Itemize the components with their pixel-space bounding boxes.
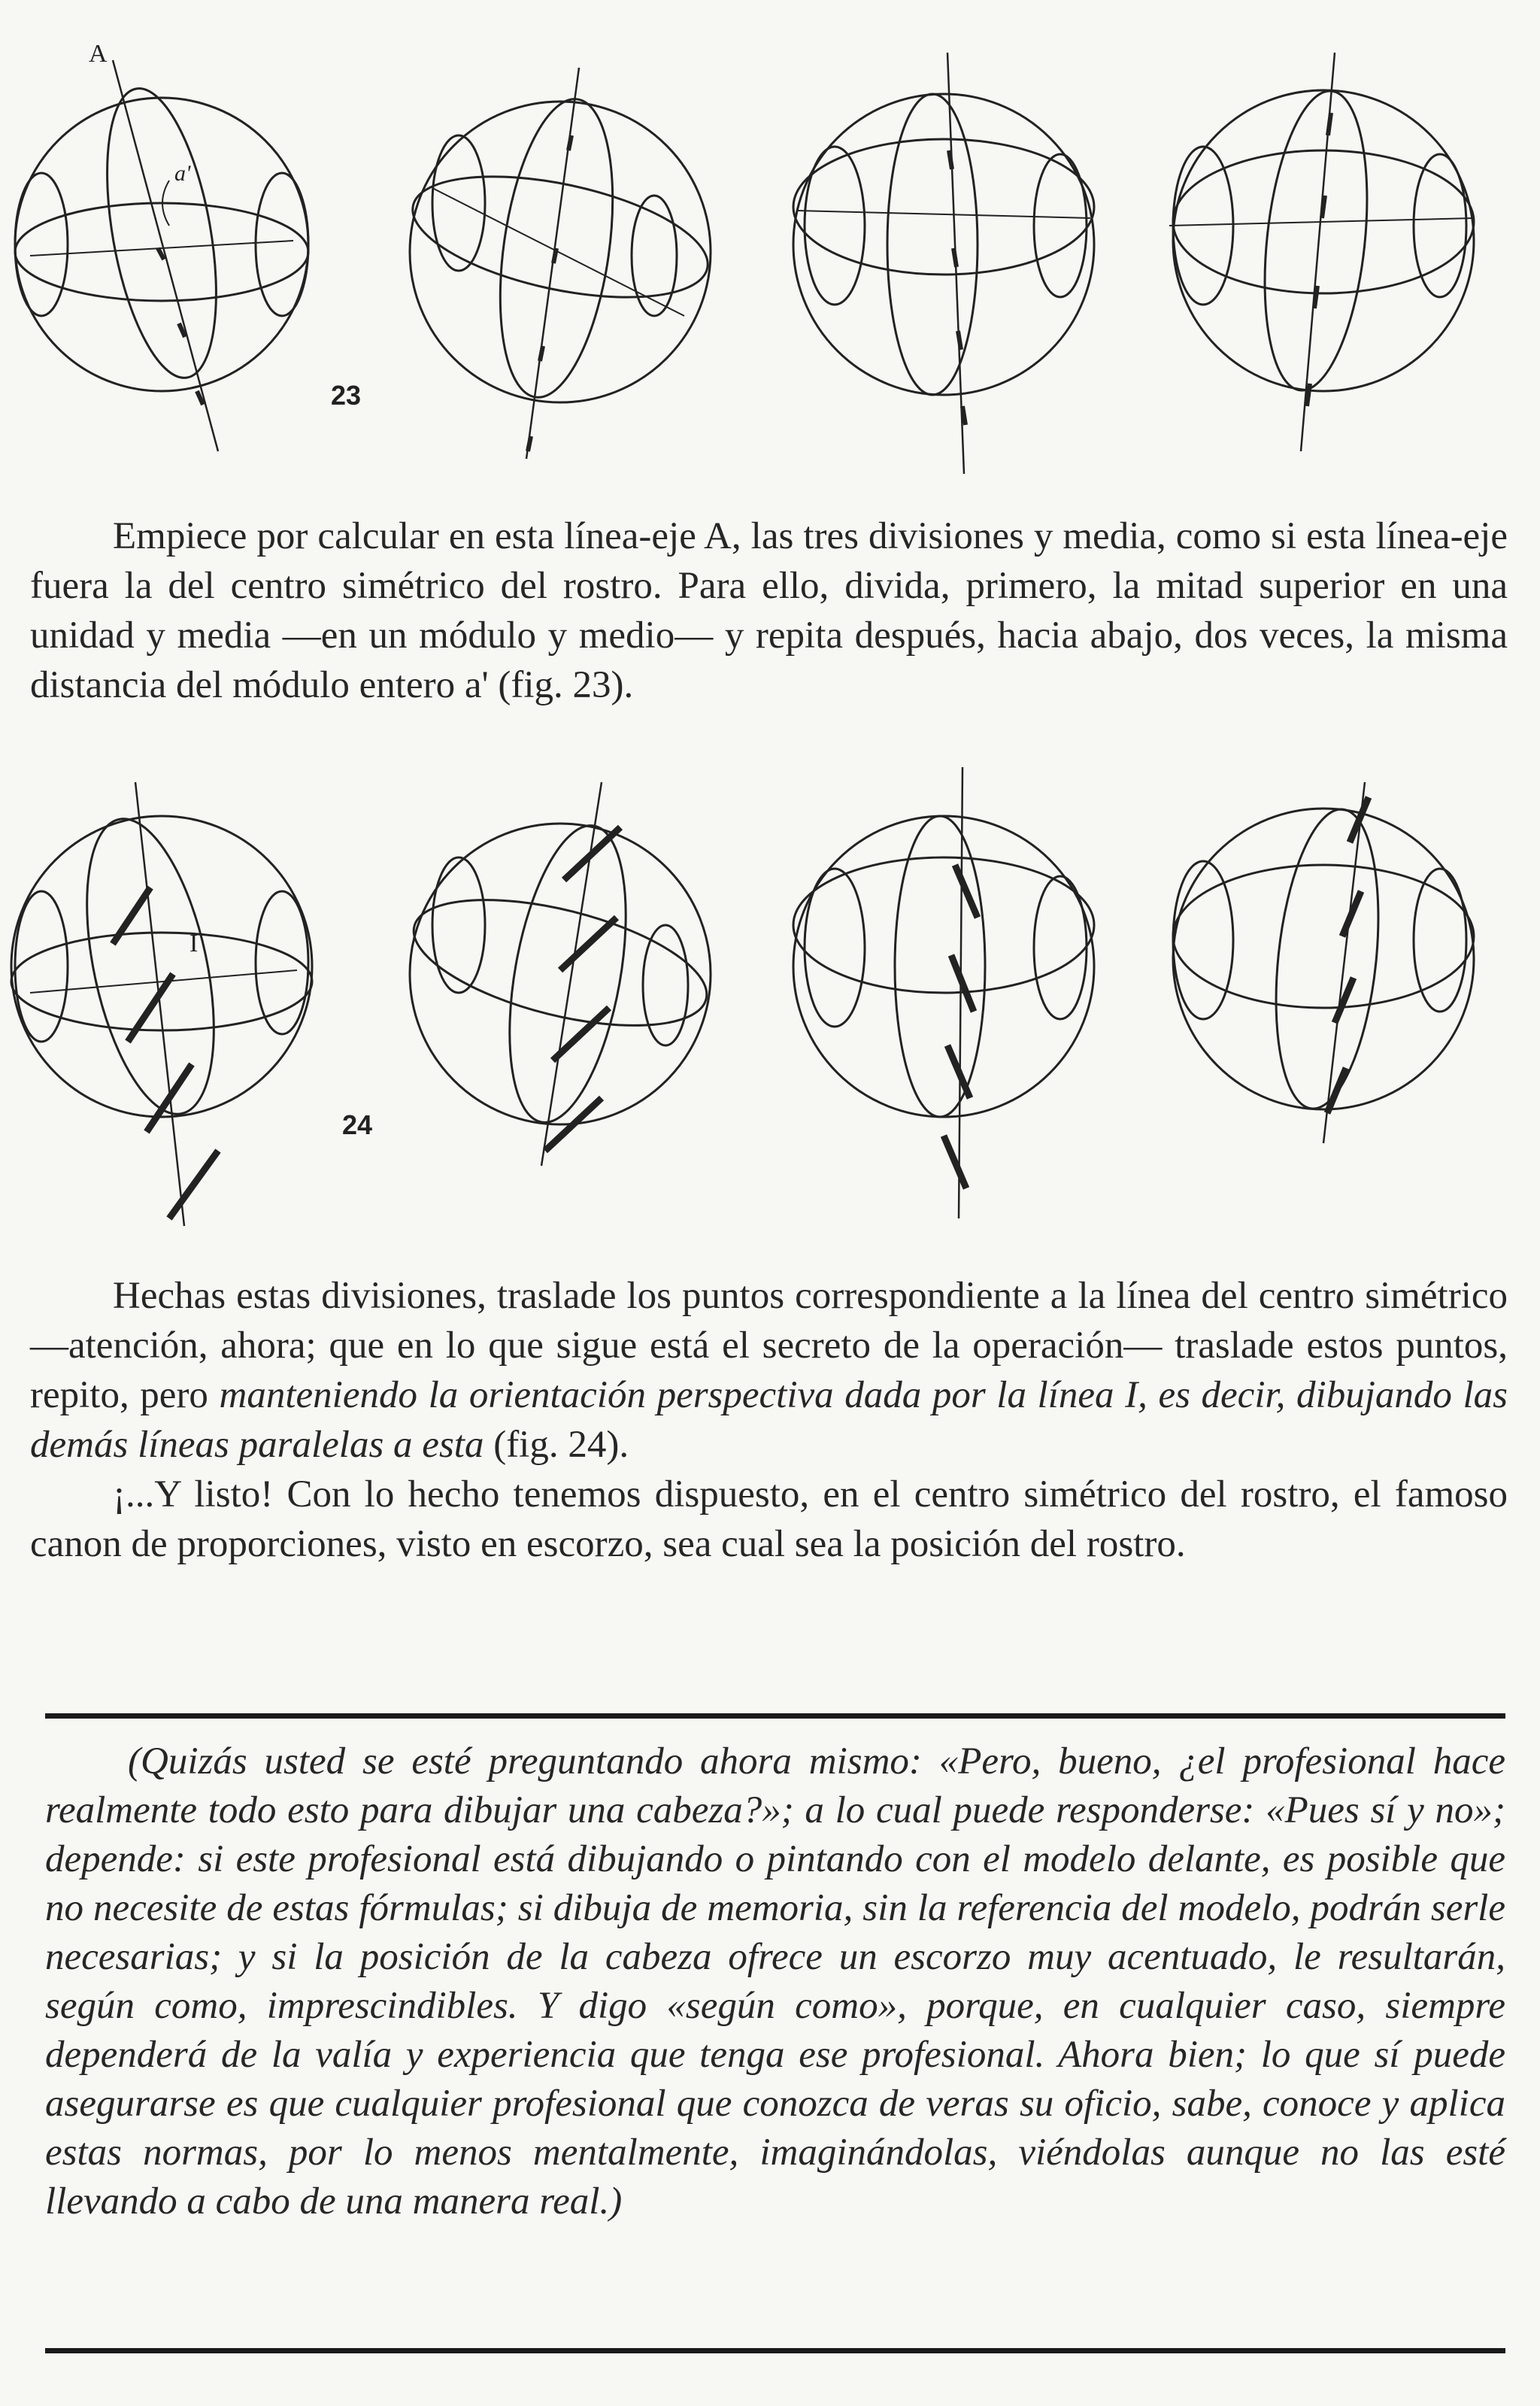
figure-number: 24	[342, 1109, 373, 1140]
figure-number: 23	[331, 380, 362, 411]
paragraph-2	[30, 1271, 1508, 1569]
sphere-diagram	[1169, 53, 1474, 451]
figure-24	[0, 767, 1540, 1271]
sphere-diagram	[11, 782, 312, 1226]
label-a: A	[89, 40, 108, 68]
paragraph-2-part: Hechas estas divisiones, traslade los puntos correspondiente a la línea del centro simétrico —atención, ahora; que en lo que sigue está el secreto de la operación— traslade estos puntos, repito, pero	[30, 1275, 1508, 1416]
paragraph-2-part: (fig. 24).	[484, 1424, 629, 1466]
parallel-marks	[1327, 797, 1369, 1113]
paragraph-2-text	[30, 1271, 1508, 1470]
paragraph-3-text: ¡...Y listo! Con lo hecho tenemos dispuesto, en el centro simétrico del rostro, el famoso canon de proporciones, visto en escorzo, sea cual sea la posición del rostro.	[30, 1473, 1508, 1565]
sphere-diagram	[15, 60, 308, 451]
note-text: (Quizás usted se esté preguntando ahora mismo: «Pero, bueno, ¿el profesional hace realmente todo esto para dibujar una cabeza?»; a lo cual puede responderse: «Pues sí y no»; depende: si este profesional está dibujando o pintando con el modelo delante, es posible que no necesite de estas fórmulas; si dibuja de memoria, sin la referencia del modelo, podrán serle necesarias; y si la posición de la cabeza ofrece un escorzo muy acentuado, le resultarán, según como, imprescindibles. Y digo «según como», porque, en cualquier caso, siempre dependerá de la valía y experiencia que tenga ese profesional. Ahora bien; lo que sí puede asegurarse es que cualquier profesional que conozca de veras su oficio, sabe, conoce y aplica estas normas, por lo menos mentalmente, imaginándolas, viéndolas aunque no las esté llevando a cabo de una manera real.)	[45, 1740, 1505, 2222]
paragraph-1	[30, 511, 1508, 710]
sphere-diagram	[402, 782, 719, 1166]
bottom-divider	[45, 2348, 1505, 2353]
sphere-diagram	[793, 53, 1094, 474]
figure-23-drawing	[0, 0, 1540, 481]
note-block	[45, 1737, 1505, 2226]
paragraph-1-text: Empiece por calcular en esta línea-eje A, las tres divisiones y media, como si esta línea-eje fuera la del centro simétrico del rostro. Para ello, divida, primero, la mitad superior en una unidad y media —en un módulo y medio— y repita después, hacia abajo, dos veces, la misma distancia del módulo entero a' (fig. 23).	[30, 515, 1508, 706]
figure-24-drawing	[0, 767, 1540, 1271]
label-i: I	[189, 930, 199, 957]
sphere-diagram	[793, 767, 1094, 1218]
sphere-diagram	[402, 68, 718, 459]
top-divider	[45, 1713, 1505, 1719]
sphere-diagram	[1173, 782, 1474, 1143]
label-a-prime: a'	[174, 161, 191, 186]
figure-23	[0, 0, 1540, 481]
paragraph-2-italic: manteniendo la orientación perspectiva dada por la línea I, es decir, dibujando las demás líneas paralelas a esta	[30, 1374, 1508, 1466]
parallel-marks	[545, 827, 620, 1151]
